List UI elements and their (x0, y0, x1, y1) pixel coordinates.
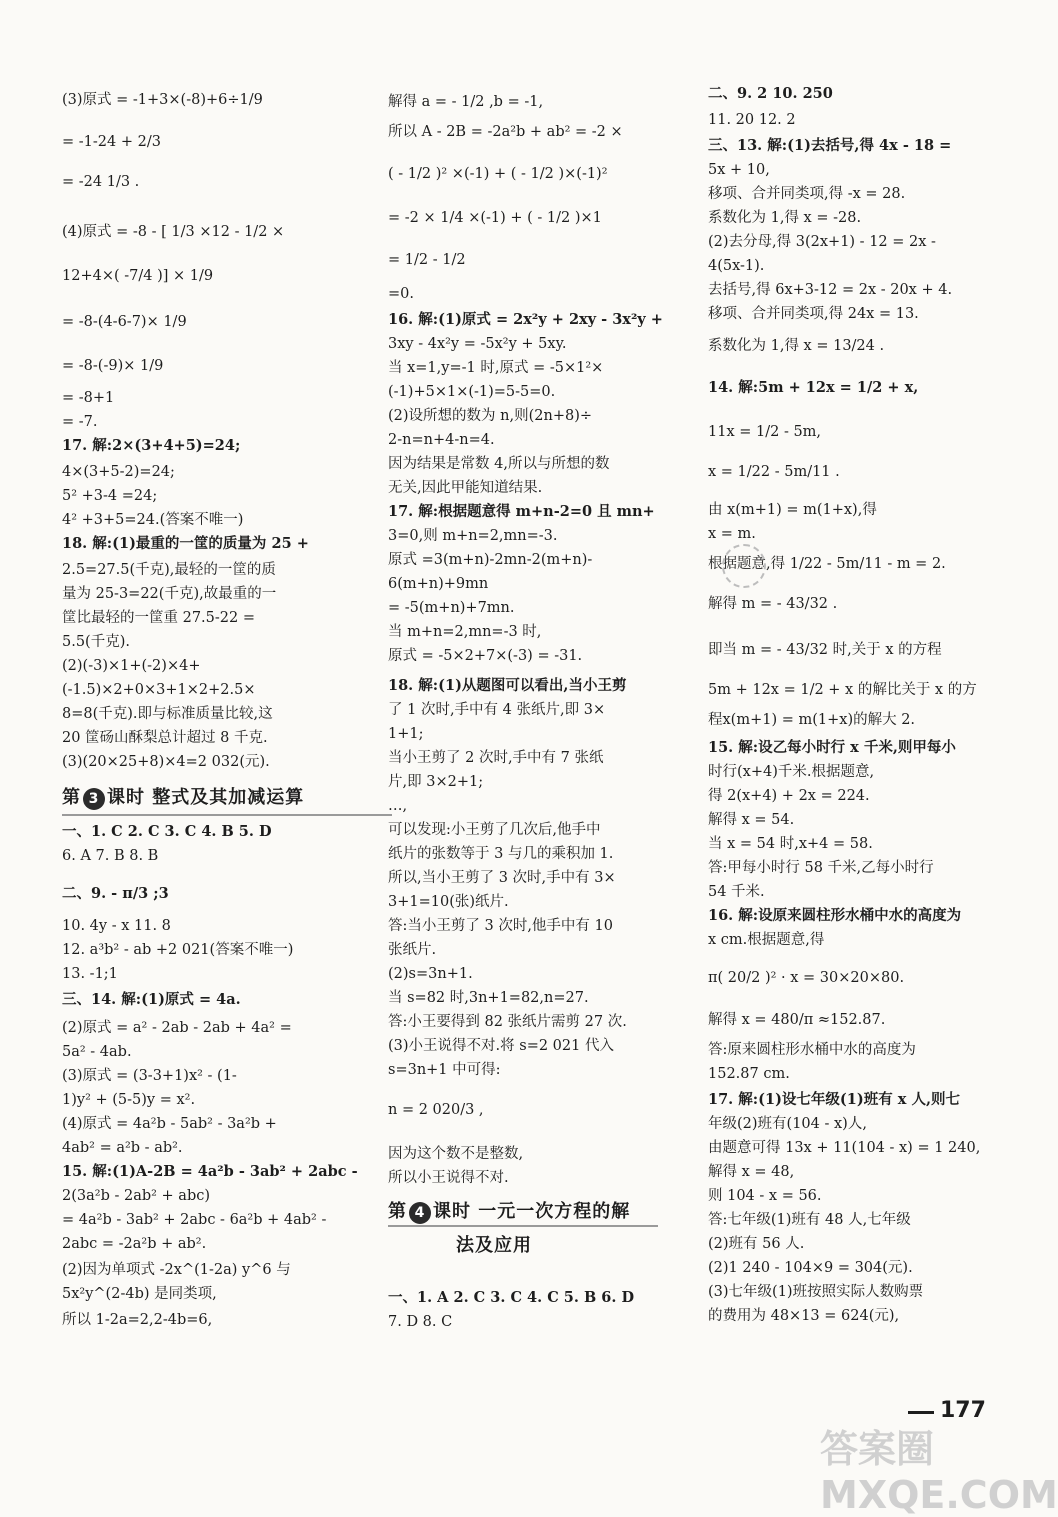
col3-line-4: 5x + 10, (708, 162, 770, 178)
col1-line-32: 5a² - 4ab. (62, 1044, 132, 1060)
col3-line-39: 则 104 - x = 56. (708, 1188, 822, 1204)
col2-line-27: …, (388, 798, 408, 814)
col2-line-35: 当 s=82 时,3n+1=82,n=27. (388, 990, 589, 1006)
col3-line-27: 答:甲每小时行 58 千米,乙每小时行 (708, 860, 934, 876)
col1-line-41: (2)因为单项式 -2x^(1-2a) y^6 与 (62, 1262, 291, 1278)
col3-line-30: x cm.根据题意,得 (708, 932, 825, 948)
lesson-heading-title: 课时 一元一次方程的解 (433, 1201, 631, 1222)
col3-line-1: 二、9. 2 10. 250 (708, 85, 833, 102)
col2-line-13: 因为结果是常数 4,所以与所想的数 (388, 456, 610, 472)
col2-line-5: = 1/2 - 1/2 (388, 252, 466, 268)
col2-line-25: 当小王剪了 2 次时,手中有 7 张纸 (388, 750, 604, 766)
col2-line-19: = -5(m+n)+7mn. (388, 600, 515, 616)
lesson-heading-rule (62, 814, 392, 816)
lesson-heading-line2: 法及应用 (456, 1235, 532, 1256)
col2-line-24: 1+1; (388, 726, 424, 742)
col1-line-23: (3)(20×25+8)×4=2 032(元). (62, 754, 270, 770)
col2-line-41: 所以小王说得不对. (388, 1170, 509, 1186)
col1-line-38: 2(3a²b - 2ab² + abc) (62, 1188, 211, 1204)
col2-line-33: 张纸片. (388, 942, 437, 958)
col1-line-26: 二、9. - π/3 ;3 (62, 885, 169, 902)
col2-line-40: 因为这个数不是整数, (388, 1146, 524, 1162)
col3-line-19: 即当 m = - 43/32 时,关于 x 的方程 (708, 642, 942, 658)
col2-line-23: 了 1 次时,手中有 4 张纸片,即 3× (388, 702, 606, 718)
lesson-heading-prefix: 第 (388, 1201, 407, 1222)
col2-line-14: 无关,因此甲能知道结果. (388, 480, 543, 496)
col1-line-27: 10. 4y - x 11. 8 (62, 918, 171, 934)
col2-line-20: 当 m+n=2,mn=-3 时, (388, 624, 542, 640)
col3-line-15: 由 x(m+1) = m(1+x),得 (708, 502, 877, 518)
col1-line-2: = -1-24 + 2/3 (62, 134, 161, 150)
col3-line-41: (2)班有 56 人. (708, 1236, 805, 1252)
col2-line-15: 17. 解:根据题意得 m+n-2=0 且 mn+ (388, 503, 655, 520)
col3-line-22: 15. 解:设乙每小时行 x 千米,则甲每小 (708, 739, 956, 756)
stamp-seal-icon (722, 544, 766, 588)
col3-line-6: 系数化为 1,得 x = -28. (708, 210, 862, 226)
col1-line-35: (4)原式 = 4a²b - 5ab² - 3a²b + (62, 1116, 277, 1132)
col3-line-32: 解得 x = 480/π ≈152.87. (708, 1012, 886, 1028)
col1-line-43: 所以 1-2a=2,2-4b=6, (62, 1312, 213, 1328)
col3-line-2: 11. 20 12. 2 (708, 112, 796, 128)
col2-line-31: 3+1=10(张)纸片. (388, 894, 509, 910)
col2-line-21: 原式 = -5×2+7×(-3) = -31. (388, 648, 583, 664)
col1-line-3: = -24 1/3 . (62, 174, 140, 190)
col3-line-42: (2)1 240 - 104×9 = 304(元). (708, 1260, 913, 1276)
page-number: 177 (940, 1398, 986, 1423)
col3-line-9: 去括号,得 6x+3-12 = 2x - 20x + 4. (708, 282, 953, 298)
col1-line-33: (3)原式 = (3-3+1)x² - (1- (62, 1068, 237, 1084)
col1-line-29: 13. -1;1 (62, 966, 118, 982)
col3-line-31: π( 20/2 )² · x = 30×20×80. (708, 970, 905, 986)
col1-line-4: (4)原式 = -8 - [ 1/3 ×12 - 1/2 × (62, 224, 285, 240)
col2-line-30: 所以,当小王剪了 3 次时,手中有 3× (388, 870, 616, 886)
col1-line-1: (3)原式 = -1+3×(-8)+6÷1/9 (62, 92, 263, 108)
col1-line-5: 12+4×( -7/4 )] × 1/9 (62, 268, 214, 284)
col1-line-36: 4ab² = a²b - ab². (62, 1140, 183, 1156)
col2-line-38: s=3n+1 中可得: (388, 1062, 501, 1078)
col2-line-22: 18. 解:(1)从题图可以看出,当小王剪 (388, 677, 627, 694)
col3-line-35: 17. 解:(1)设七年级(1)班有 x 人,则七 (708, 1091, 961, 1108)
col3-line-18: 解得 m = - 43/32 . (708, 596, 838, 612)
page-number-dash (908, 1411, 934, 1414)
col3-line-24: 得 2(x+4) + 2x = 224. (708, 788, 870, 804)
col2-line-43: 7. D 8. C (388, 1314, 453, 1330)
col2-line-2: 所以 A - 2B = -2a²b + ab² = -2 × (388, 124, 623, 140)
col2-line-37: (3)小王说得不对.将 s=2 021 代入 (388, 1038, 614, 1054)
lesson-heading-rule (388, 1225, 658, 1227)
col2-line-11: (2)设所想的数为 n,则(2n+8)÷ (388, 408, 592, 424)
col2-line-4: = -2 × 1/4 ×(-1) + ( - 1/2 )×1 (388, 210, 602, 226)
col1-line-31: (2)原式 = a² - 2ab - 2ab + 4a² = (62, 1020, 292, 1036)
col3-line-16: x = m. (708, 526, 756, 542)
col3-line-13: 11x = 1/2 - 5m, (708, 424, 822, 440)
col1-line-6: = -8-(4-6-7)× 1/9 (62, 314, 187, 330)
col1-line-9: = -7. (62, 414, 98, 430)
col2-line-12: 2-n=n+4-n=4. (388, 432, 495, 448)
col2-line-28: 可以发现:小王剪了几次后,他手中 (388, 822, 601, 838)
col3-line-37: 由题意可得 13x + 11(104 - x) = 1 240, (708, 1140, 981, 1156)
col2-line-42: 一、1. A 2. C 3. C 4. C 5. B 6. D (388, 1289, 635, 1306)
col1-line-28: 12. a³b² - ab +2 021(答案不唯一) (62, 942, 294, 958)
col3-line-10: 移项、合并同类项,得 24x = 13. (708, 306, 919, 322)
col3-line-21: 程x(m+1) = m(1+x)的解大 2. (708, 712, 916, 728)
col1-line-14: 18. 解:(1)最重的一筐的质量为 25 + (62, 535, 309, 552)
col3-line-36: 年级(2)班有(104 - x)人, (708, 1116, 867, 1132)
col1-line-39: = 4a²b - 3ab² + 2abc - 6a²b + 4ab² - (62, 1212, 327, 1228)
col1-line-17: 筐比最轻的一筐重 27.5-22 = (62, 610, 256, 626)
col3-line-3: 三、13. 解:(1)去括号,得 4x - 18 = (708, 137, 952, 154)
col1-line-10: 17. 解:2×(3+4+5)=24; (62, 437, 241, 454)
col1-line-37: 15. 解:(1)A-2B = 4a²b - 3ab² + 2abc - (62, 1163, 358, 1180)
lesson-heading (62, 784, 304, 812)
col1-line-18: 5.5(千克). (62, 634, 130, 650)
col1-line-34: 1)y² + (5-5)y = x². (62, 1092, 196, 1108)
col1-line-40: 2abc = -2a²b + ab². (62, 1236, 207, 1252)
col1-line-30: 三、14. 解:(1)原式 = 4a. (62, 991, 241, 1008)
col2-line-6: =0. (388, 286, 414, 302)
col2-line-18: 6(m+n)+9mn (388, 576, 489, 592)
col2-line-7: 16. 解:(1)原式 = 2x²y + 2xy - 3x²y + (388, 311, 663, 328)
col2-line-9: 当 x=1,y=-1 时,原式 = -5×1²× (388, 360, 604, 376)
lesson-heading-title: 课时 整式及其加减运算 (107, 787, 305, 808)
col3-line-38: 解得 x = 48, (708, 1164, 795, 1180)
col3-line-17: 根据题意,得 1/22 - 5m/11 - m = 2. (708, 556, 946, 572)
col1-line-21: 8=8(千克).即与标准质量比较,这 (62, 706, 273, 722)
col2-line-29: 纸片的张数等于 3 与几的乘积加 1. (388, 846, 614, 862)
col3-line-12: 14. 解:5m + 12x = 1/2 + x, (708, 379, 919, 396)
col1-line-15: 2.5=27.5(千克),最轻的一筐的质 (62, 562, 276, 578)
col1-line-24: 一、1. C 2. C 3. C 4. B 5. D (62, 823, 272, 840)
col3-line-29: 16. 解:设原来圆柱形水桶中水的高度为 (708, 907, 962, 924)
col3-line-28: 54 千米. (708, 884, 765, 900)
col2-line-39: n = 2 020/3 , (388, 1102, 484, 1118)
col3-line-25: 解得 x = 54. (708, 812, 795, 828)
col2-line-3: ( - 1/2 )² ×(-1) + ( - 1/2 )×(-1)² (388, 166, 608, 182)
col3-line-14: x = 1/22 - 5m/11 . (708, 464, 840, 480)
col1-line-25: 6. A 7. B 8. B (62, 848, 159, 864)
col3-line-33: 答:原来圆柱形水桶中水的高度为 (708, 1042, 916, 1058)
col1-line-11: 4×(3+5-2)=24; (62, 464, 175, 480)
col1-line-13: 4² +3+5=24.(答案不唯一) (62, 512, 244, 528)
col2-line-32: 答:当小王剪了 3 次时,他手中有 10 (388, 918, 613, 934)
watermark-logo: 答案圈 MXQE.COM (820, 1427, 1058, 1517)
col2-line-36: 答:小王要得到 82 张纸片需剪 27 次. (388, 1014, 627, 1030)
col3-line-23: 时行(x+4)千米.根据题意, (708, 764, 875, 780)
col2-line-10: (-1)+5×1×(-1)=5-5=0. (388, 384, 556, 400)
col1-line-42: 5x²y^(2-4b) 是同类项, (62, 1286, 217, 1302)
col1-line-7: = -8-(-9)× 1/9 (62, 358, 164, 374)
col3-line-40: 答:七年级(1)班有 48 人,七年级 (708, 1212, 911, 1228)
col3-line-44: 的费用为 48×13 = 624(元), (708, 1308, 900, 1324)
col2-line-17: 原式 =3(m+n)-2mn-2(m+n)- (388, 552, 593, 568)
col2-line-34: (2)s=3n+1. (388, 966, 473, 982)
col3-line-8: 4(5x-1). (708, 258, 765, 274)
col3-line-43: (3)七年级(1)班按照实际人数购票 (708, 1284, 924, 1300)
col3-line-34: 152.87 cm. (708, 1066, 790, 1082)
col1-line-19: (2)(-3)×1+(-2)×4+ (62, 658, 201, 674)
col1-line-22: 20 筐砀山酥梨总计超过 8 千克. (62, 730, 268, 746)
col3-line-7: (2)去分母,得 3(2x+1) - 12 = 2x - (708, 234, 936, 250)
lesson-heading (388, 1198, 630, 1226)
col3-line-20: 5m + 12x = 1/2 + x 的解比关于 x 的方 (708, 682, 977, 698)
col1-line-20: (-1.5)×2+0×3+1×2+2.5× (62, 682, 256, 698)
col3-line-11: 系数化为 1,得 x = 13/24 . (708, 338, 885, 354)
col3-line-26: 当 x = 54 时,x+4 = 58. (708, 836, 873, 852)
col2-line-16: 3=0,则 m+n=2,mn=-3. (388, 528, 558, 544)
col2-line-1: 解得 a = - 1/2 ,b = -1, (388, 94, 544, 110)
col1-line-12: 5² +3-4 =24; (62, 488, 158, 504)
col3-line-5: 移项、合并同类项,得 -x = 28. (708, 186, 906, 202)
lesson-number-badge: 4 (409, 1202, 431, 1224)
lesson-number-badge: 3 (83, 788, 105, 810)
col1-line-16: 量为 25-3=22(千克),故最重的一 (62, 586, 277, 602)
lesson-heading-prefix: 第 (62, 787, 81, 808)
col2-line-26: 片,即 3×2+1; (388, 774, 484, 790)
col1-line-8: = -8+1 (62, 390, 115, 406)
col2-line-8: 3xy - 4x²y = -5x²y + 5xy. (388, 336, 567, 352)
